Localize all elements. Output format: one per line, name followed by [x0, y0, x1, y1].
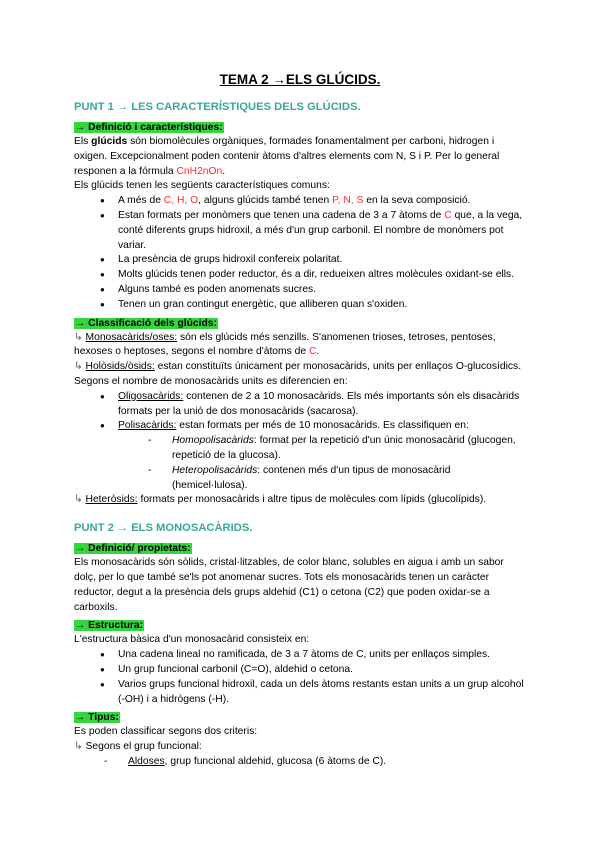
formula-text: CnH2nOn: [176, 165, 223, 177]
list-item: ● Molts glúcids tenen poder reductor, és a dir, redueixen altres molècules oxidant-se ells.: [106, 268, 526, 283]
highlight-label-propietats: → Definició/ propietats:: [75, 543, 191, 555]
list-item: ● Varios grups funcional hidroxil, cada un dels àtoms restants estan units a un grup alcohol (-OH) i a hidrògens (-H).: [106, 678, 526, 708]
list-item: ● Polisacàrids: estan formats per més de 10 monosacàrids. Es classifiquen en: - Homopolisacàrids: format per la repetició d'un únic monosacàrid (glucogen, repetició de la glucosa). - Heteropolisacàrids: contenen més d'un tipus de monosacàrid (hemicel·lulosa).: [106, 419, 526, 493]
sub-arrow-icon: ↳: [74, 331, 83, 343]
sub-arrow-icon: ↳: [74, 494, 83, 506]
list-item: - Homopolisacàrids: format per la repetició d'un únic monosacàrid (glucogen, repetició de la glucosa).: [144, 434, 526, 464]
list-item: - Aldoses, grup funcional aldehid, glucosa (6 àtoms de C).: [100, 755, 526, 770]
highlight-label-tipus: → Tipus:: [75, 712, 119, 724]
list-item: - Heteropolisacàrids: contenen més d'un tipus de monosacàrid (hemicel·lulosa).: [144, 464, 526, 494]
list-item: ● La presència de grups hidroxil confereix polaritat.: [106, 253, 526, 268]
list-item: ● A més de C, H, O, alguns glúcids també tenen P, N, S en la seva composició.: [106, 194, 526, 209]
highlight-label-definicio: → Definició i característiques:: [75, 122, 223, 133]
paragraph-functional-group: ↳ Segons el grup funcional:: [74, 741, 202, 753]
bold-term-glucids: glúcids: [91, 136, 128, 147]
paragraph-holosids: ↳ Holòsids/òsids: estan constituïts únicament per monosacàrids, units per enllaços O-glucosídics. Segons el nombre de monosacàrids units es diferencien en:: [74, 361, 522, 387]
characteristics-list: [74, 194, 526, 312]
polisacarids-sublist: [118, 434, 526, 493]
structure-list: [74, 648, 526, 707]
section-heading-punt2: PUNT 2 → ELS MONOSACÀRIDS.: [74, 522, 253, 535]
holosids-list: [74, 390, 526, 494]
sub-arrow-icon: ↳: [74, 361, 83, 373]
paragraph-types-intro: Es poden classificar segons dos criteris:: [74, 726, 258, 738]
document-title: TEMA 2 →ELS GLÚCIDS.: [219, 72, 381, 87]
sub-arrow-icon: ↳: [74, 741, 83, 753]
types-sublist: [74, 755, 526, 770]
list-item: ● Tenen un gran contingut energètic, que alliberen quan s'oxiden.: [106, 298, 526, 313]
paragraph-definition: Els glúcids són biomolècules orgàniques, formades fonamentalment per carboni, hidrogen i oxigen. Excepcionalment poden contenir àtoms d'altres elements com N, S i P. Per lo general responen a la fórmula CnH2nOn.: [74, 136, 500, 177]
highlight-label-estructura: → Estructura:: [75, 620, 144, 632]
paragraph-heterosids: ↳ Heteròsids: formats per monosacàrids i altre tipus de molècules com lípids (glucolípids).: [74, 494, 487, 506]
section-heading-punt1: PUNT 1 → LES CARACTERÍSTIQUES DELS GLÚCIDS.: [74, 101, 361, 113]
list-item: ● Un grup funcional carbonil (C=O), aldehid o cetona.: [106, 663, 526, 678]
list-item: ● Estan formats per monòmers que tenen una cadena de 3 a 7 àtoms de C que, a la vega, conté diferents grups hidroxil, a més d'un grup carbonil. El nombre de monòmers pot variar.: [106, 209, 526, 253]
paragraph-properties: Els monosacàrids són sòlids, cristal·litzables, de color blanc, solubles en aigua i amb un sabor dolç, per lo que també se'ls pot anomenar sucres. Tots els monosacàrids tenen un caràcter reductor, degut a la presència dels grups aldehid (C1) o cetona (C2) que poden oxidar-se a carboxils.: [74, 557, 504, 613]
paragraph-monosacarids: ↳ Monosacàrids/oses: són els glúcids més senzills. S'anomenen trioses, tetroses, pentoses, hexoses o heptoses, segons el nombre d'àtoms de C.: [74, 331, 496, 358]
paragraph-characteristics-intro: Els glúcids tenen les següents característiques comuns:: [74, 180, 330, 192]
highlight-label-classificacio: → Classificació dels glúcids:: [75, 317, 217, 329]
list-item: ● Alguns també es poden anomenats sucres.: [106, 283, 526, 298]
list-item: ● Oligosacàrids: contenen de 2 a 10 monosacàrids. Els més importants són els disacàrids formats per la unió de dos monosacàrids (sacarosa).: [106, 390, 526, 420]
paragraph-structure-intro: L'estructura bàsica d'un monosacàrid consisteix en:: [74, 634, 310, 646]
list-item: ● Una cadena lineal no ramificada, de 3 a 7 àtoms de C, units per enllaços simples.: [106, 648, 526, 663]
